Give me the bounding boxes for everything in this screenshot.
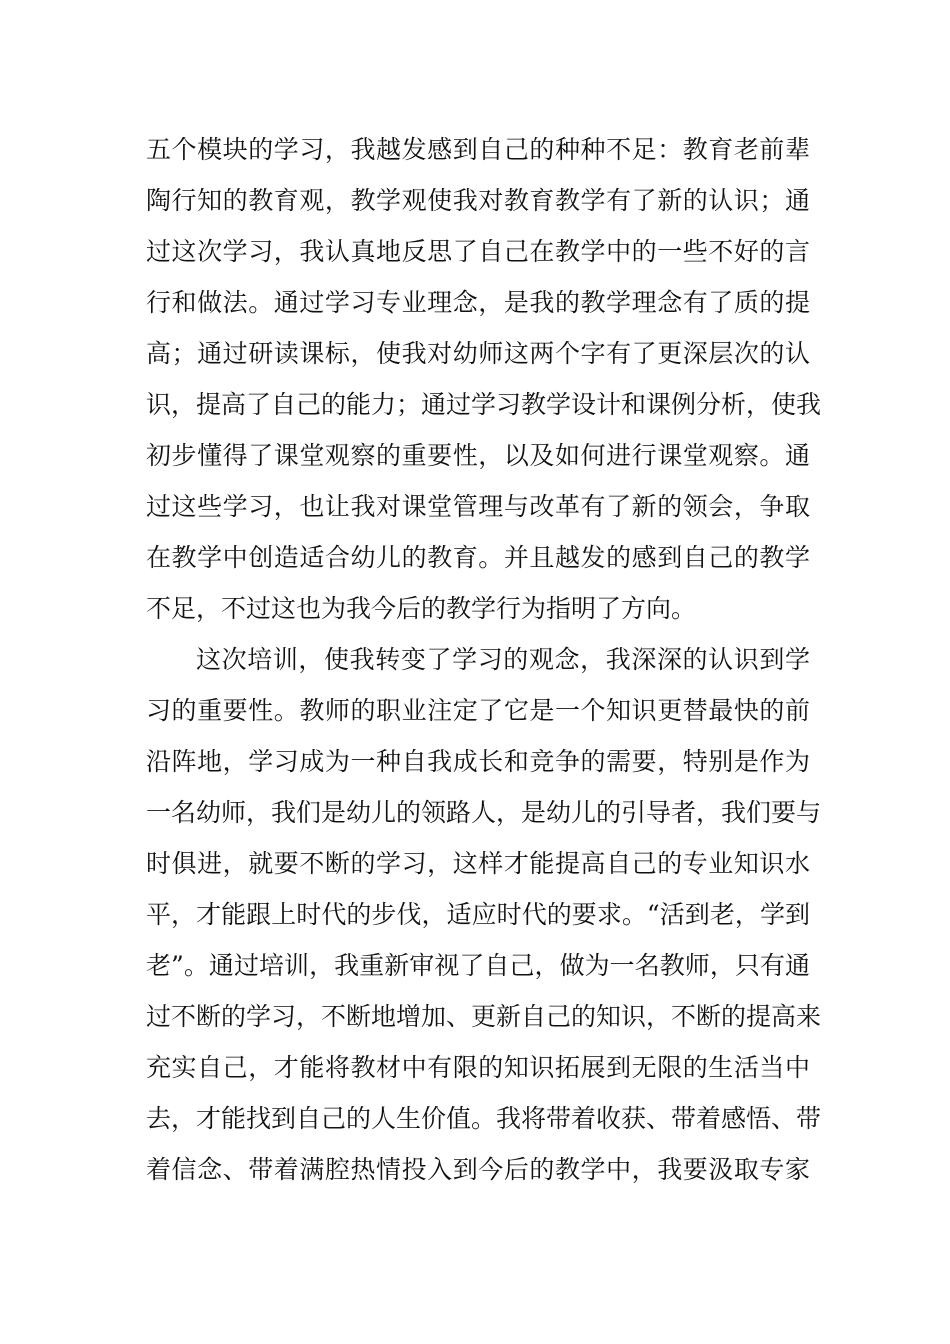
- paragraph-2: [146, 634, 822, 1195]
- text-line: 平，才能跟上时代的步伐，适应时代的要求。“活到老，学到: [146, 900, 810, 929]
- text-line: 沿阵地，学习成为一种自我成长和竞争的需要，特别是作为: [146, 747, 810, 776]
- text-line: 过这些学习，也让我对课堂管理与改革有了新的领会，争取: [146, 492, 810, 521]
- text-line: 去，才能找到自己的人生价值。我将带着收获、带着感悟、带: [146, 1104, 822, 1133]
- text-line: 一名幼师，我们是幼儿的领路人，是幼儿的引导者，我们要与: [146, 798, 822, 827]
- text-line: 老”。通过培训，我重新审视了自己，做为一名教师，只有通: [146, 951, 810, 980]
- text-line: 五个模块的学习，我越发感到自己的种种不足：教育老前辈: [146, 135, 810, 164]
- text-line: 识，提高了自己的能力；通过学习教学设计和课例分析，使我: [146, 390, 822, 419]
- text-line: 不足，不过这也为我今后的教学行为指明了方向。: [146, 594, 697, 623]
- text-line: 初步懂得了课堂观察的重要性，以及如何进行课堂观察。通: [146, 441, 810, 470]
- text-line: 行和做法。通过学习专业理念，是我的教学理念有了质的提: [146, 288, 810, 317]
- text-line: 习的重要性。教师的职业注定了它是一个知识更替最快的前: [146, 696, 810, 725]
- text-line: 这次培训，使我转变了学习的观念，我深深的认识到学: [196, 645, 810, 674]
- text-line: 在教学中创造适合幼儿的教育。并且越发的感到自己的教学: [146, 543, 810, 572]
- text-line: 陶行知的教育观，教学观使我对教育教学有了新的认识；通: [146, 186, 810, 215]
- text-line: 时俱进，就要不断的学习，这样才能提高自己的专业知识水: [146, 849, 810, 878]
- paragraph-1: [146, 124, 822, 634]
- body-text: [146, 124, 822, 1195]
- text-line: 过不断的学习，不断地增加、更新自己的知识，不断的提高来: [146, 1002, 822, 1031]
- text-line: 充实自己，才能将教材中有限的知识拓展到无限的生活当中: [146, 1053, 810, 1082]
- text-line: 过这次学习，我认真地反思了自己在教学中的一些不好的言: [146, 237, 810, 266]
- text-line: 高；通过研读课标，使我对幼师这两个字有了更深层次的认: [146, 339, 810, 368]
- text-line: 着信念、带着满腔热情投入到今后的教学中，我要汲取专家: [146, 1155, 810, 1184]
